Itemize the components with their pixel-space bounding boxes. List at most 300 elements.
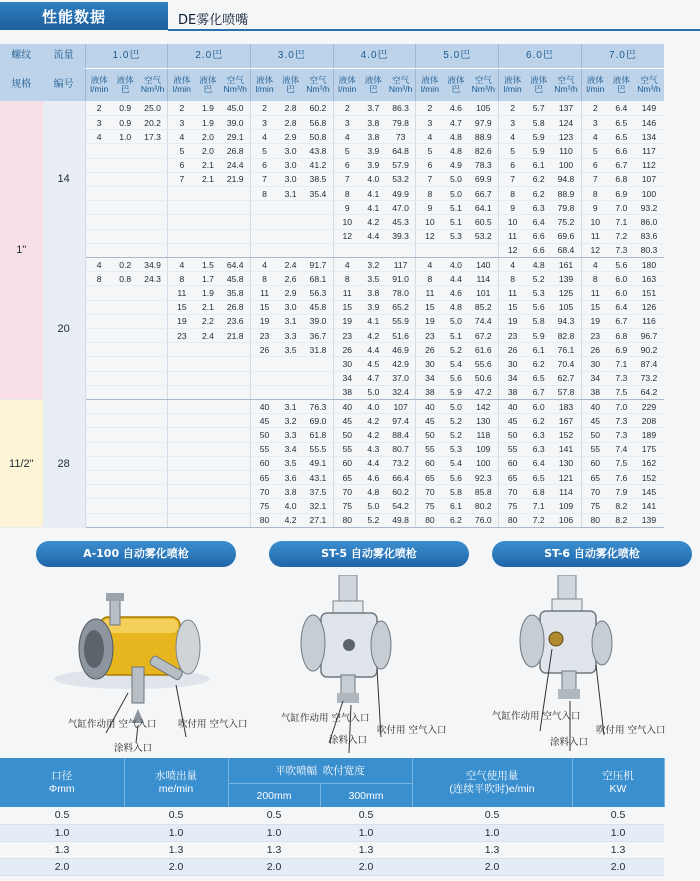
table-cell	[138, 243, 168, 257]
table-cell: 114	[469, 272, 499, 286]
table-cell	[195, 357, 220, 371]
table-cell: 6.6	[609, 144, 634, 158]
table-cell: 6.3	[526, 442, 551, 456]
table-cell: 149	[634, 101, 664, 115]
table-cell: 47.2	[469, 385, 499, 399]
table-row	[0, 243, 664, 257]
table-cell: 0.9	[113, 115, 138, 129]
spec-row	[0, 824, 664, 841]
table-cell	[85, 215, 113, 229]
table-cell: 5.9	[526, 329, 551, 343]
pressure-header: 1.0巴	[85, 44, 168, 68]
table-cell: 152	[634, 471, 664, 485]
table-cell: 139	[551, 272, 581, 286]
table-cell: 6.2	[526, 414, 551, 428]
table-cell: 23	[499, 329, 527, 343]
table-cell	[333, 243, 361, 257]
table-cell: 70	[581, 485, 609, 499]
column-subheader: 液体 l/min	[333, 68, 361, 101]
column-subheader: 液体 巴	[278, 68, 303, 101]
table-cell: 19	[581, 314, 609, 328]
table-cell: 4.0	[361, 172, 386, 186]
table-cell: 12	[499, 243, 527, 257]
table-cell: 0.8	[113, 272, 138, 286]
table-cell: 4.4	[361, 343, 386, 357]
table-cell: 137	[551, 101, 581, 115]
table-cell: 32.4	[386, 385, 416, 399]
table-cell: 167	[551, 414, 581, 428]
page-title: 性能数据	[42, 8, 107, 26]
table-cell: 8	[251, 187, 279, 201]
table-cell: 50	[581, 428, 609, 442]
table-cell	[278, 243, 303, 257]
spec-head-200mm: 200mm	[228, 784, 320, 808]
table-cell	[113, 201, 138, 215]
table-cell	[220, 428, 250, 442]
spec-cell: 1.3	[124, 841, 228, 858]
table-cell: 3.2	[278, 414, 303, 428]
table-cell: 26	[499, 343, 527, 357]
table-cell	[113, 229, 138, 243]
table-cell: 4.6	[443, 101, 468, 115]
table-cell: 68.4	[551, 243, 581, 257]
table-cell: 23	[581, 329, 609, 343]
table-cell: 93.2	[634, 201, 664, 215]
table-cell: 2.0	[195, 144, 220, 158]
column-subheader: 液体 l/min	[581, 68, 609, 101]
table-row	[0, 428, 664, 442]
table-cell: 19	[251, 314, 279, 328]
table-cell: 7.3	[609, 428, 634, 442]
table-cell: 7.4	[609, 442, 634, 456]
table-cell	[168, 357, 196, 371]
table-cell: 51.6	[386, 329, 416, 343]
table-cell: 5.4	[443, 357, 468, 371]
table-cell: 3.8	[361, 130, 386, 144]
table-cell: 64.1	[469, 201, 499, 215]
table-cell: 5	[251, 144, 279, 158]
table-cell	[195, 471, 220, 485]
table-cell: 80	[499, 513, 527, 527]
table-cell: 2.9	[278, 286, 303, 300]
table-cell: 7	[168, 172, 196, 186]
table-cell: 4.2	[361, 329, 386, 343]
table-cell: 45	[251, 414, 279, 428]
thread-size-cell: 11/2"	[0, 400, 43, 528]
table-cell: 2.8	[278, 101, 303, 115]
column-subheader: 液体 巴	[609, 68, 634, 101]
table-cell: 3.6	[278, 471, 303, 485]
table-cell: 94.8	[551, 172, 581, 186]
table-cell: 61.6	[469, 343, 499, 357]
table-cell: 4.4	[443, 272, 468, 286]
table-cell: 8	[499, 187, 527, 201]
table-cell: 11	[333, 286, 361, 300]
table-cell	[85, 400, 113, 414]
table-cell	[113, 357, 138, 371]
table-cell: 75.2	[551, 215, 581, 229]
table-cell: 56.3	[303, 286, 333, 300]
table-row	[0, 385, 664, 399]
table-cell	[195, 499, 220, 513]
table-cell: 6	[499, 158, 527, 172]
table-cell: 11	[581, 229, 609, 243]
table-cell	[138, 400, 168, 414]
table-row	[0, 187, 664, 201]
table-cell	[168, 371, 196, 385]
table-cell: 38	[581, 385, 609, 399]
table-cell: 7.5	[609, 456, 634, 470]
table-cell: 15	[251, 300, 279, 314]
column-subheader: 空气 Nm³/h	[634, 68, 664, 101]
table-cell: 31.8	[303, 343, 333, 357]
table-cell: 50	[499, 428, 527, 442]
table-cell: 6.4	[526, 215, 551, 229]
spec-cell: 2.0	[124, 858, 228, 875]
table-cell: 7.3	[609, 414, 634, 428]
spec-row	[0, 807, 664, 824]
table-cell: 142	[469, 400, 499, 414]
table-cell: 3.9	[361, 300, 386, 314]
spec-cell: 1.0	[228, 824, 320, 841]
table-cell: 34	[499, 371, 527, 385]
table-cell: 57.9	[386, 158, 416, 172]
column-subheader: 液体 巴	[195, 68, 220, 101]
table-cell: 4	[85, 130, 113, 144]
table-cell: 5.0	[443, 400, 468, 414]
table-cell	[85, 144, 113, 158]
table-row	[0, 314, 664, 328]
column-subheader: 空气 Nm³/h	[303, 68, 333, 101]
table-cell: 66.4	[386, 471, 416, 485]
spec-cell: 1.3	[228, 841, 320, 858]
table-cell	[220, 385, 250, 399]
table-cell: 5.6	[609, 258, 634, 272]
table-cell: 7.1	[526, 499, 551, 513]
table-cell: 105	[469, 101, 499, 115]
table-cell: 3	[333, 115, 361, 129]
table-cell: 11	[581, 286, 609, 300]
table-cell	[138, 201, 168, 215]
table-cell: 43.1	[303, 471, 333, 485]
table-cell: 2.4	[195, 329, 220, 343]
table-cell: 69.9	[469, 172, 499, 186]
table-cell: 5.2	[443, 343, 468, 357]
table-cell: 4.5	[361, 357, 386, 371]
table-cell: 4.2	[278, 513, 303, 527]
table-cell	[113, 400, 138, 414]
table-cell	[138, 414, 168, 428]
table-cell: 79.8	[551, 201, 581, 215]
table-cell: 4	[85, 258, 113, 272]
table-cell: 41.2	[303, 158, 333, 172]
table-cell: 10	[499, 215, 527, 229]
table-cell: 117	[386, 258, 416, 272]
table-cell: 6.2	[526, 187, 551, 201]
table-cell: 15	[499, 300, 527, 314]
table-cell: 8.2	[609, 499, 634, 513]
page-subtitle: DE雾化喷嘴	[178, 13, 249, 28]
table-cell: 161	[551, 258, 581, 272]
table-cell: 5	[499, 144, 527, 158]
table-cell: 85.2	[469, 300, 499, 314]
table-cell: 163	[634, 272, 664, 286]
table-cell: 82.6	[469, 144, 499, 158]
table-cell: 107	[386, 400, 416, 414]
table-cell: 4	[499, 258, 527, 272]
table-cell: 61.8	[303, 428, 333, 442]
table-cell: 141	[551, 442, 581, 456]
table-cell	[195, 201, 220, 215]
table-cell	[113, 428, 138, 442]
table-cell	[113, 300, 138, 314]
table-cell: 7.2	[609, 229, 634, 243]
spec-head-air: 空气使用量 (连续平吹时)e/min	[412, 758, 572, 807]
table-cell	[168, 485, 196, 499]
table-cell: 123	[551, 130, 581, 144]
table-cell: 2.4	[278, 258, 303, 272]
table-cell	[138, 144, 168, 158]
table-cell: 76.3	[303, 400, 333, 414]
table-cell: 64.8	[386, 144, 416, 158]
table-cell: 0.2	[113, 258, 138, 272]
table-cell: 183	[551, 400, 581, 414]
table-cell: 4.8	[361, 485, 386, 499]
table-cell	[195, 187, 220, 201]
table-cell	[168, 215, 196, 229]
table-cell: 64.4	[220, 258, 250, 272]
table-cell	[220, 243, 250, 257]
table-cell	[168, 499, 196, 513]
table-cell	[220, 343, 250, 357]
table-cell: 101	[469, 286, 499, 300]
table-cell: 175	[634, 442, 664, 456]
table-cell: 4	[168, 258, 196, 272]
table-cell: 11	[499, 229, 527, 243]
table-cell: 40	[499, 400, 527, 414]
table-cell: 7	[581, 172, 609, 186]
table-cell: 39.0	[303, 314, 333, 328]
table-cell: 45.0	[220, 101, 250, 115]
table-cell: 3	[581, 115, 609, 129]
table-cell: 69.0	[303, 414, 333, 428]
table-cell: 139	[634, 513, 664, 527]
table-cell: 62.7	[551, 371, 581, 385]
table-cell: 5	[581, 144, 609, 158]
table-cell: 34.9	[138, 258, 168, 272]
table-cell	[85, 385, 113, 399]
table-cell: 2	[416, 101, 444, 115]
table-cell: 30	[416, 357, 444, 371]
table-cell	[85, 357, 113, 371]
spec-cell: 2.0	[412, 858, 572, 875]
table-cell	[85, 485, 113, 499]
table-cell: 2.1	[195, 158, 220, 172]
table-cell: 6.8	[609, 172, 634, 186]
table-cell: 10	[416, 215, 444, 229]
table-cell: 5.3	[526, 286, 551, 300]
table-cell: 2.2	[195, 314, 220, 328]
table-cell: 5.1	[443, 201, 468, 215]
table-cell: 7.3	[609, 243, 634, 257]
table-cell: 38	[416, 385, 444, 399]
table-cell: 109	[469, 442, 499, 456]
spec-cell: 0.5	[0, 807, 124, 824]
table-cell: 53.2	[386, 172, 416, 186]
table-cell: 6.5	[609, 130, 634, 144]
table-cell: 4	[581, 258, 609, 272]
spec-cell: 0.5	[412, 807, 572, 824]
table-cell: 6.0	[526, 400, 551, 414]
table-cell	[113, 471, 138, 485]
table-cell: 107	[634, 172, 664, 186]
table-cell: 50.6	[469, 371, 499, 385]
table-cell: 47.0	[386, 201, 416, 215]
table-cell: 100	[469, 456, 499, 470]
table-cell	[113, 385, 138, 399]
table-cell	[303, 229, 333, 243]
table-cell: 6.0	[609, 272, 634, 286]
gun-st5-paint-inlet-label: 涂料入口	[329, 735, 368, 746]
table-cell: 106	[551, 513, 581, 527]
table-cell: 9	[499, 201, 527, 215]
table-cell: 6.2	[443, 513, 468, 527]
table-cell	[195, 414, 220, 428]
table-cell: 8	[251, 272, 279, 286]
table-cell: 49.9	[386, 187, 416, 201]
table-cell	[220, 456, 250, 470]
table-cell	[220, 400, 250, 414]
table-cell: 5.9	[526, 130, 551, 144]
table-cell: 121	[551, 471, 581, 485]
table-cell: 45.8	[303, 300, 333, 314]
table-cell: 97.9	[469, 115, 499, 129]
table-row	[0, 101, 664, 115]
table-cell: 55.9	[386, 314, 416, 328]
table-cell: 26.8	[220, 144, 250, 158]
table-cell: 21.8	[220, 329, 250, 343]
table-cell: 30	[581, 357, 609, 371]
table-cell: 78.0	[386, 286, 416, 300]
table-cell: 35.8	[220, 286, 250, 300]
table-cell	[138, 187, 168, 201]
table-cell: 3.1	[278, 400, 303, 414]
table-cell: 130	[551, 456, 581, 470]
table-cell	[168, 400, 196, 414]
table-cell	[85, 371, 113, 385]
pressure-header: 3.0巴	[251, 44, 334, 68]
table-cell: 189	[634, 428, 664, 442]
table-cell: 7.5	[609, 385, 634, 399]
table-cell: 29.1	[220, 130, 250, 144]
spec-cell: 1.3	[0, 841, 124, 858]
table-cell: 50	[251, 428, 279, 442]
table-cell	[303, 385, 333, 399]
table-cell	[168, 428, 196, 442]
table-cell: 26	[251, 343, 279, 357]
table-cell: 6.5	[609, 115, 634, 129]
table-cell: 4.0	[443, 258, 468, 272]
table-cell: 80	[416, 513, 444, 527]
table-cell: 3	[499, 115, 527, 129]
table-row	[0, 158, 664, 172]
spec-cell: 0.5	[320, 807, 412, 824]
spec-cell: 1.3	[320, 841, 412, 858]
table-cell: 7.0	[609, 201, 634, 215]
table-cell: 6.4	[609, 101, 634, 115]
table-cell: 42.9	[386, 357, 416, 371]
table-cell: 46.9	[386, 343, 416, 357]
table-cell: 6	[168, 158, 196, 172]
table-cell: 6.8	[609, 329, 634, 343]
table-cell: 27.1	[303, 513, 333, 527]
table-cell	[113, 499, 138, 513]
table-cell: 8	[581, 187, 609, 201]
table-cell: 34	[581, 371, 609, 385]
table-cell: 11	[416, 286, 444, 300]
table-cell: 5.3	[443, 229, 468, 243]
table-cell: 208	[634, 414, 664, 428]
table-cell: 7.0	[609, 400, 634, 414]
table-cell: 3.1	[278, 187, 303, 201]
table-cell: 80.3	[634, 243, 664, 257]
table-row	[0, 130, 664, 144]
table-cell: 15	[168, 300, 196, 314]
table-cell: 76.1	[551, 343, 581, 357]
table-cell: 10	[333, 215, 361, 229]
table-cell	[138, 456, 168, 470]
table-cell	[251, 357, 279, 371]
table-cell: 125	[551, 286, 581, 300]
table-cell: 57.8	[551, 385, 581, 399]
table-cell	[113, 329, 138, 343]
column-subheader: 空气 Nm³/h	[551, 68, 581, 101]
table-cell: 180	[634, 258, 664, 272]
table-cell	[113, 314, 138, 328]
table-cell: 3.3	[278, 428, 303, 442]
table-cell: 45	[581, 414, 609, 428]
table-cell: 67.2	[469, 329, 499, 343]
table-cell	[168, 201, 196, 215]
table-cell: 4.1	[361, 201, 386, 215]
table-cell	[278, 357, 303, 371]
table-cell: 88.9	[469, 130, 499, 144]
table-cell: 74.4	[469, 314, 499, 328]
table-cell: 110	[551, 144, 581, 158]
table-cell: 4	[251, 130, 279, 144]
table-cell: 2.0	[195, 130, 220, 144]
spec-cell: 0.5	[228, 807, 320, 824]
table-cell: 96.7	[634, 329, 664, 343]
table-cell: 0.9	[113, 101, 138, 115]
table-cell	[85, 343, 113, 357]
table-cell	[195, 400, 220, 414]
table-cell: 78.3	[469, 158, 499, 172]
table-row	[0, 343, 664, 357]
table-cell: 3.5	[361, 272, 386, 286]
table-cell: 3.5	[278, 343, 303, 357]
table-cell	[138, 314, 168, 328]
table-cell: 100	[551, 158, 581, 172]
table-cell: 75	[251, 499, 279, 513]
table-cell	[195, 343, 220, 357]
table-cell: 151	[634, 286, 664, 300]
table-cell: 229	[634, 400, 664, 414]
table-cell: 130	[469, 414, 499, 428]
table-cell: 124	[551, 115, 581, 129]
table-cell	[251, 385, 279, 399]
table-cell	[195, 428, 220, 442]
